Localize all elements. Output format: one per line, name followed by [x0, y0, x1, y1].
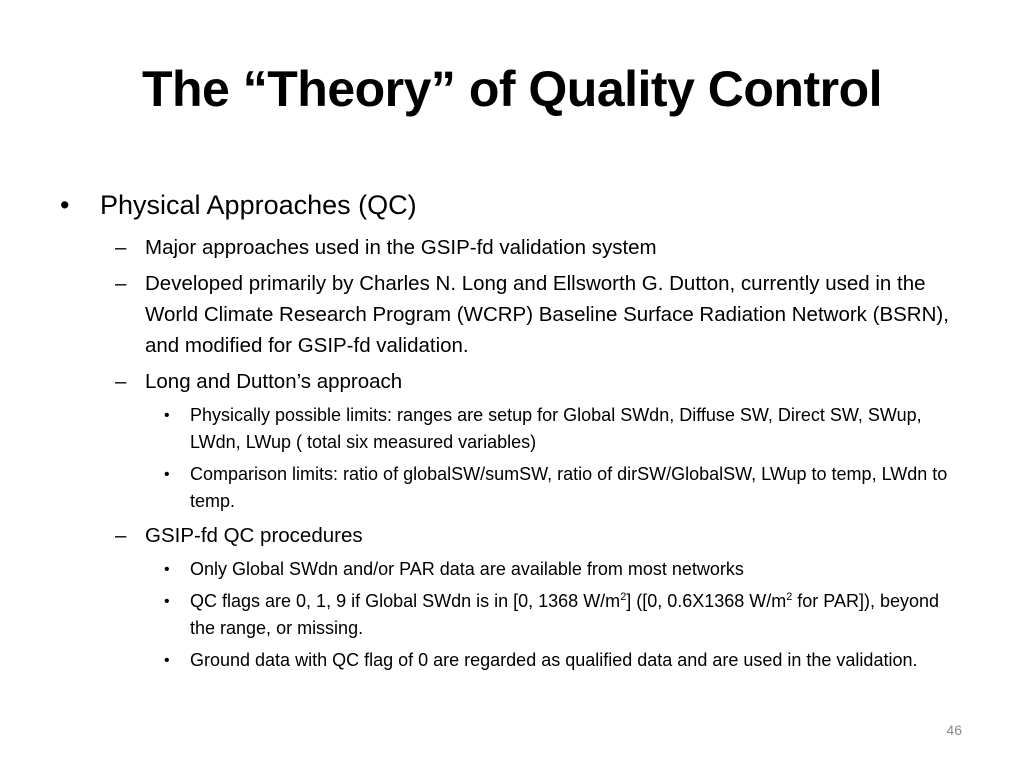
superscript-2: 2: [786, 591, 793, 603]
bullet-text: GSIP-fd QC procedures: [145, 524, 363, 547]
bullet-text: Ground data with QC flag of 0 are regarded as qualified data and are used in the validation.: [190, 650, 918, 670]
sub-bullet-long-dutton-approach: [60, 366, 960, 397]
bullet-text: [190, 591, 939, 638]
qc-flags-text-part1: QC flags are 0, 1, 9 if Global SWdn is in [0, 1368 W/m: [190, 591, 621, 611]
sub-bullet-major-approaches: [60, 232, 960, 263]
dash-marker: –: [115, 524, 127, 547]
bullet-text: Major approaches used in the GSIP-fd validation system: [145, 236, 657, 259]
bullet-text: Developed primarily by Charles N. Long and Ellsworth G. Dutton, currently used in the World Climate Research Program (WCRP) Baseline Surface Radiation Network (BSRN), and modified for GSIP-fd validation.: [145, 272, 949, 357]
dash-marker: –: [115, 370, 127, 393]
bullet-marker: •: [164, 407, 170, 424]
bullet-physical-approaches: [60, 188, 960, 222]
sub-bullet-developed-by: [60, 268, 960, 361]
superscript-2: 2: [620, 591, 627, 603]
sub-bullet-gsip-qc-procedures: [60, 520, 960, 551]
sub-sub-bullet-ground-data: [60, 647, 960, 674]
sub-sub-bullet-only-global-swdn: [60, 556, 960, 583]
slide-body: [60, 188, 960, 679]
sub-sub-bullet-qc-flags: [60, 588, 960, 642]
bullet-marker: •: [60, 190, 70, 220]
bullet-marker: •: [164, 466, 170, 483]
dash-marker: –: [115, 272, 127, 295]
bullet-text: Only Global SWdn and/or PAR data are available from most networks: [190, 559, 744, 579]
qc-flags-text-part3: for PAR]), beyond the range, or missing.: [190, 591, 940, 638]
sub-sub-bullet-physically-possible-limits: [60, 402, 960, 456]
bullet-marker: •: [164, 561, 170, 578]
bullet-text: Physically possible limits: ranges are setup for Global SWdn, Diffuse SW, Direct SW, SWup, LWdn, LWup ( total six measured variables): [190, 405, 922, 452]
bullet-text: Physical Approaches (QC): [100, 190, 417, 220]
slide-title: The “Theory” of Quality Control: [141, 61, 883, 117]
bullet-text: Long and Dutton’s approach: [145, 370, 403, 393]
bullet-marker: •: [164, 593, 170, 610]
dash-marker: –: [115, 236, 127, 259]
page-number: 46: [946, 722, 962, 738]
bullet-text: Comparison limits: ratio of globalSW/sumSW, ratio of dirSW/GlobalSW, LWup to temp, LWdn to temp.: [190, 464, 948, 511]
bullet-marker: •: [164, 652, 170, 669]
sub-sub-bullet-comparison-limits: [60, 461, 960, 515]
qc-flags-text-part2: ] ([0, 0.6X1368 W/m: [626, 591, 787, 611]
